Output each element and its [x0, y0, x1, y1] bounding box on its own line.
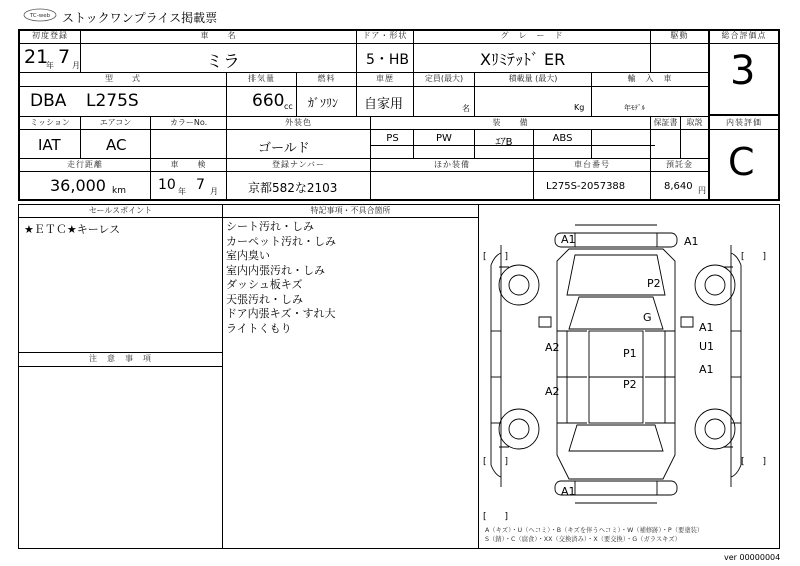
- r3-v8: [591, 129, 592, 158]
- right-rear-wheel: [695, 409, 735, 449]
- sales-points-text: ★ＥＴＣ★キーレス: [24, 223, 121, 236]
- lower-v1: [222, 204, 223, 549]
- import-label: 輸 入 車: [627, 74, 673, 83]
- total-rating: 3: [730, 48, 756, 94]
- aircon: AC: [106, 136, 127, 154]
- mark-front-right: A1: [684, 235, 699, 248]
- bracket-left-top: [ ]: [483, 252, 509, 262]
- door-type-label: ドア・形状: [362, 31, 408, 40]
- list-item: 室内内張汚れ・しみ: [226, 263, 325, 277]
- mark-front-left: A1: [561, 233, 576, 246]
- row3-header-line: [18, 129, 708, 130]
- load-label: 積載量 (最大): [508, 74, 558, 83]
- mileage-unit: km: [112, 186, 126, 196]
- exterior-color: ゴールド: [258, 141, 310, 156]
- chassis-label: 車台番号: [574, 160, 610, 169]
- inspection-month-unit: 月: [210, 187, 218, 196]
- interior-rating: C: [728, 140, 755, 184]
- mark-windshield: G: [643, 311, 652, 324]
- history: 自家用: [364, 97, 404, 112]
- bracket-right-top: [ ]: [741, 252, 767, 262]
- list-item: ドア内張キズ・すれ大: [226, 307, 336, 320]
- warranty-label: 保証書: [653, 118, 678, 127]
- equipment-label: 装 備: [492, 118, 529, 127]
- row4-header-line: [18, 171, 708, 172]
- inspection-month: 7: [196, 177, 205, 193]
- interior-header-line: [710, 129, 778, 130]
- model-prefix: DBA: [30, 91, 67, 111]
- grade: Xﾘﾐﾃｯﾄﾞ ER: [480, 50, 566, 69]
- first-reg-label: 初度登録: [32, 31, 68, 40]
- deposit-unit: 円: [698, 186, 706, 195]
- legend-line-2: S（錆）・C（腐食）・XX（交換済み）・X（要交換）・G（ガラスキズ）: [485, 536, 681, 543]
- mark-hood: P2: [647, 277, 661, 290]
- left-rear-wheel: [499, 409, 539, 449]
- drive-label: 駆動: [670, 31, 689, 40]
- mark-right-front-door-2: U1: [699, 340, 715, 353]
- mission: IAT: [38, 136, 61, 154]
- special-notes-label: 特記事項・不具合箇所: [310, 206, 391, 215]
- chassis: L275S-2057388: [546, 181, 626, 192]
- sales-points-label: セールスポイント: [88, 206, 153, 215]
- top-block-bottom-border: [18, 199, 708, 201]
- mark-roof-front: P1: [623, 347, 637, 360]
- plate: 京都582な2103: [248, 181, 338, 195]
- legend-line-1: A（キズ）・U（ヘコミ）・B（キズを伴うヘコミ）・W（補修跡）・P（要塗装）: [485, 527, 704, 534]
- manual-label: 取説: [686, 118, 703, 127]
- row1-header-line: [18, 43, 708, 44]
- deposit: 8,640: [664, 181, 693, 192]
- first-reg-year: 21: [24, 46, 49, 68]
- logo-text: TC-web: [29, 13, 51, 19]
- mark-right-front-door: A1: [699, 321, 714, 334]
- mark-left-front-door: A2: [545, 341, 560, 354]
- capacity-unit: 名: [462, 104, 470, 113]
- list-item: 天張汚れ・しみ: [226, 292, 303, 306]
- version: ver 00000004: [724, 553, 781, 562]
- capacity-label: 定員(最大): [424, 74, 464, 83]
- mileage-label: 走行距離: [67, 160, 103, 169]
- row2-header-line: [18, 86, 708, 87]
- deposit-label: 預託金: [666, 160, 693, 169]
- notes-label: 注 意 事 項: [89, 354, 152, 363]
- car-name-label: 車 名: [200, 31, 237, 40]
- first-reg-year-unit: 年: [46, 61, 54, 70]
- lower-header-line: [18, 217, 478, 218]
- history-label: 車歴: [376, 74, 394, 83]
- plate-label: 登録ナンバー: [271, 160, 326, 169]
- list-item: シート汚れ・しみ: [226, 220, 314, 233]
- grade-label: グ レ ー ド: [500, 31, 564, 40]
- mission-label: ミッション: [30, 118, 70, 127]
- special-notes-list: [226, 220, 336, 336]
- left-border: [18, 29, 20, 201]
- aircon-label: エアコン: [99, 118, 132, 127]
- logo: [22, 7, 58, 23]
- rear-window: [569, 425, 663, 451]
- equipment-item-4: ABS: [552, 133, 573, 144]
- first-reg-month: 7: [58, 46, 71, 68]
- mark-right-rear-door: A1: [699, 363, 714, 376]
- list-item: 室内臭い: [226, 249, 270, 262]
- car-name: ミラ: [206, 52, 240, 72]
- bracket-left-bottom: [ ]: [483, 457, 509, 467]
- notes-header-line: [18, 366, 222, 367]
- displacement-unit: cc: [284, 102, 293, 111]
- model-label: 型 式: [105, 74, 141, 83]
- mark-rear-bumper: A1: [561, 485, 576, 498]
- exterior-color-label: 外装色: [285, 118, 312, 127]
- inspection-label: 車 検: [170, 160, 207, 169]
- inspection-year-unit: 年: [178, 187, 186, 196]
- interior-rating-label: 内装評価: [726, 118, 762, 127]
- list-item: カーペット汚れ・しみ: [226, 234, 336, 248]
- mark-roof-rear: P2: [623, 378, 637, 391]
- other-equipment-label: ほか装備: [434, 160, 470, 169]
- mark-left-rear-door: A2: [545, 385, 560, 398]
- equipment-item-1: PS: [386, 133, 399, 144]
- right-side-view: [731, 245, 741, 487]
- fuel: ｶﾞｿﾘﾝ: [308, 96, 339, 110]
- inspection-year: 10: [158, 177, 176, 193]
- color-no-label: カラーNo.: [169, 118, 208, 127]
- first-reg-month-unit: 月: [72, 61, 80, 70]
- import-model-year: 年ﾓﾃﾞﾙ: [624, 104, 645, 112]
- list-item: ダッシュ板キズ: [226, 278, 303, 291]
- total-rating-label: 総合評価点: [721, 31, 767, 40]
- displacement-label: 排気量: [248, 74, 275, 83]
- displacement: 660: [252, 91, 285, 111]
- load-unit: Kg: [574, 103, 585, 112]
- right-front-wheel: [695, 265, 735, 305]
- bracket-right-bottom: [ ]: [741, 457, 767, 467]
- form-title: ストックワンプライス掲載票: [62, 11, 218, 25]
- left-front-wheel: [499, 265, 539, 305]
- equipment-item-2: PW: [436, 133, 452, 144]
- door-type: 5・HB: [366, 52, 410, 68]
- rating-divider: [710, 114, 778, 116]
- equipment-item-3: ｴｱB: [495, 137, 513, 148]
- fuel-label: 燃料: [317, 74, 336, 83]
- rating-header-line: [710, 43, 778, 44]
- model: L275S: [86, 91, 139, 111]
- car-damage-diagram: [479, 205, 779, 548]
- list-item: ライトくもり: [226, 321, 292, 335]
- mileage: 36,000: [50, 176, 106, 195]
- bracket-bottom-left: [ ]: [483, 512, 509, 522]
